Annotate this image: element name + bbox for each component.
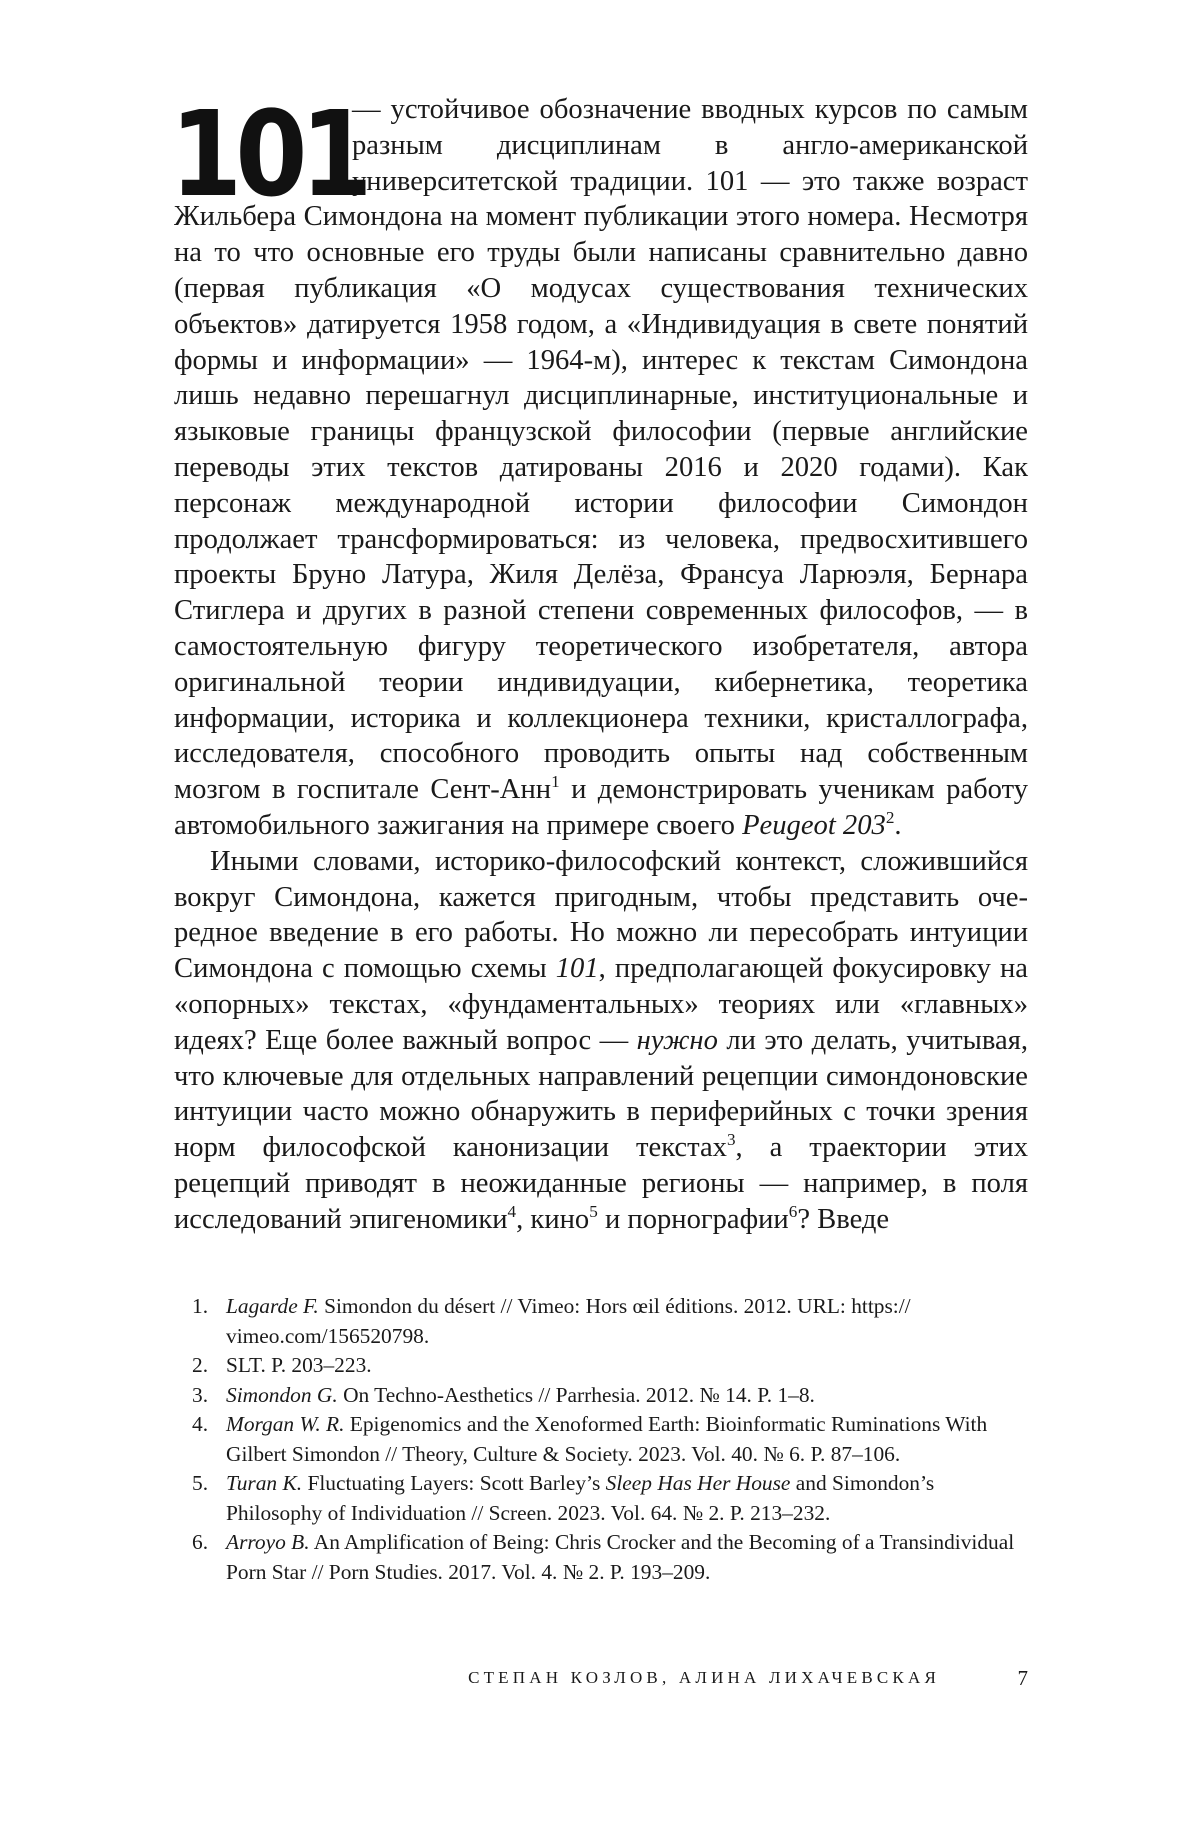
paragraph-2 xyxy=(174,844,1028,1238)
footnote-ref: 4 xyxy=(507,1201,517,1221)
italic-text: Simondon G. xyxy=(226,1382,338,1407)
italic-text: Morgan W. R. xyxy=(226,1412,345,1436)
footnote-number: 4. xyxy=(192,1412,209,1436)
paragraph-1 xyxy=(170,85,1029,844)
italic-text: Sleep Has Her House xyxy=(605,1471,791,1495)
text-run: , кино xyxy=(516,1203,590,1235)
italic-text: нужно xyxy=(636,1024,718,1056)
text-run: Fluctuating Layers: Scott Barley’s xyxy=(302,1471,606,1495)
text-run: и демонстрировать ученикам работу автомобильного зажигания на примере своего xyxy=(174,774,1029,841)
text-run: ? Введе xyxy=(797,1203,890,1235)
text-run: — устойчивое обозначение вводных курсов по самым разным дисциплинам в англо-американской университетской традиции. 101 — это также возраст Жильбера Симондона на момент публикации этого номера. Несмотря на то что основные его труды были написаны сравнительно давно (первая публикация «О модусах существования технических объектов» датируется 1958 годом, а «Индивидуация в свете понятий формы и информации» — 1964-м), интерес к текстам Симондона лишь недавно перешагнул дисциплинарные, институциональные и языковые границы французской философии (первые английские переводы этих текстов датированы 2016 и 2020 годами). Как персонаж международной истории философии Симондон продолжает трансформироваться: из человека, предвосхитившего проекты Бруно Латура, Жиля Делёза, Франсуа Ларюэля, Бернара Стиглера и других в разной степени современных философов, — в самостоятельную фигуру теоретического изобретателя, автора оригинальной теории индивидуации, кибернетика, теоретика информации, историка и коллекционера техники, кристаллографа, исследователя, способного проводить опыты над собственным мозгом в госпитале Сент-Анн xyxy=(174,94,1028,806)
italic-text: Peugeot 203 xyxy=(742,809,886,841)
page-number: 7 xyxy=(1017,1666,1028,1690)
footnote-item xyxy=(192,1528,1028,1587)
footnotes xyxy=(192,1292,1028,1587)
footnote-item xyxy=(192,1292,1028,1351)
text-run: On Techno-Aesthetics // Parrhesia. 2012. № 14. P. 1–8. xyxy=(337,1382,815,1407)
footnote-number: 3. xyxy=(192,1382,209,1407)
footnote-ref: 2 xyxy=(885,807,895,827)
footnote-number: 2. xyxy=(192,1353,209,1377)
italic-text: Turan K. xyxy=(226,1471,303,1495)
italic-text: Arroyo B. xyxy=(226,1530,310,1554)
footnote-ref: 3 xyxy=(726,1129,736,1149)
dropcap-number: 101 xyxy=(170,85,366,223)
text-run: Simondon du désert // Vimeo: Hors œil éditions. 2012. URL: https:// vimeo.com/156520798. xyxy=(226,1294,911,1348)
text-run: SLT. P. 203–223. xyxy=(226,1353,372,1377)
footnote-number: 6. xyxy=(192,1530,209,1554)
text-run: и порнографии xyxy=(597,1203,789,1235)
text-run: and Simondon’s Philosophy of Individuation // Screen. 2023. Vol. 64. № 2. P. 213–232. xyxy=(226,1471,935,1525)
text-run: Иными словами, историко-философский контекст, сложившийся вокруг Симондона, кажется пригодным, чтобы представить очередное введение в его работы. Но можно ли пересобрать интуиции Симондона с помощью схемы xyxy=(174,845,1028,985)
text-run: . xyxy=(894,809,902,841)
text-run: ли это делать, учитывая, что ключевые для отдельных направлений рецепции симондоновские интуиции часто можно обнаружить в периферийных с точки зрения норм философской канонизации текстах xyxy=(174,1024,1028,1164)
text-run: An Amplification of Being: Chris Crocker and the Becoming of a Transindividual Porn Star // Porn Studies. 2017. Vol. 4. № 2. P. 193–209. xyxy=(226,1530,1015,1584)
text-run: , предполагающей фокусировку на «опорных» текстах, «фундаментальных» теориях или «главных» идеях? Еще более важный вопрос — xyxy=(174,953,1028,1056)
footnote-item xyxy=(192,1381,1028,1411)
footnote-item xyxy=(192,1469,1028,1528)
footnote-number: 1. xyxy=(192,1294,209,1318)
page-body xyxy=(170,85,1029,1238)
article-body xyxy=(170,85,1029,1238)
footnote-number: 5. xyxy=(192,1471,209,1495)
text-run: Epigenomics and the Xenoformed Earth: Bioinformatic Ruminations With Gilbert Simondon // Theory, Culture & Society. 2023. Vol. 40. № 6. P. 87–106. xyxy=(226,1412,988,1466)
italic-text: Lagarde F. xyxy=(226,1294,319,1318)
footnote-ref: 5 xyxy=(589,1201,598,1221)
footnote-item xyxy=(192,1410,1028,1469)
running-footer-authors: СТЕПАН КОЗЛОВ, АЛИНА ЛИХАЧЕВСКАЯ xyxy=(468,1668,940,1687)
italic-text: 101 xyxy=(555,953,599,985)
text-run: , а траектории этих рецепций приводят в неожиданные регионы — например, в поля исследований эпигеномики xyxy=(174,1132,1028,1235)
footnote-ref: 6 xyxy=(788,1201,798,1221)
footnote-item xyxy=(192,1351,1028,1381)
footnote-ref: 1 xyxy=(551,772,560,791)
